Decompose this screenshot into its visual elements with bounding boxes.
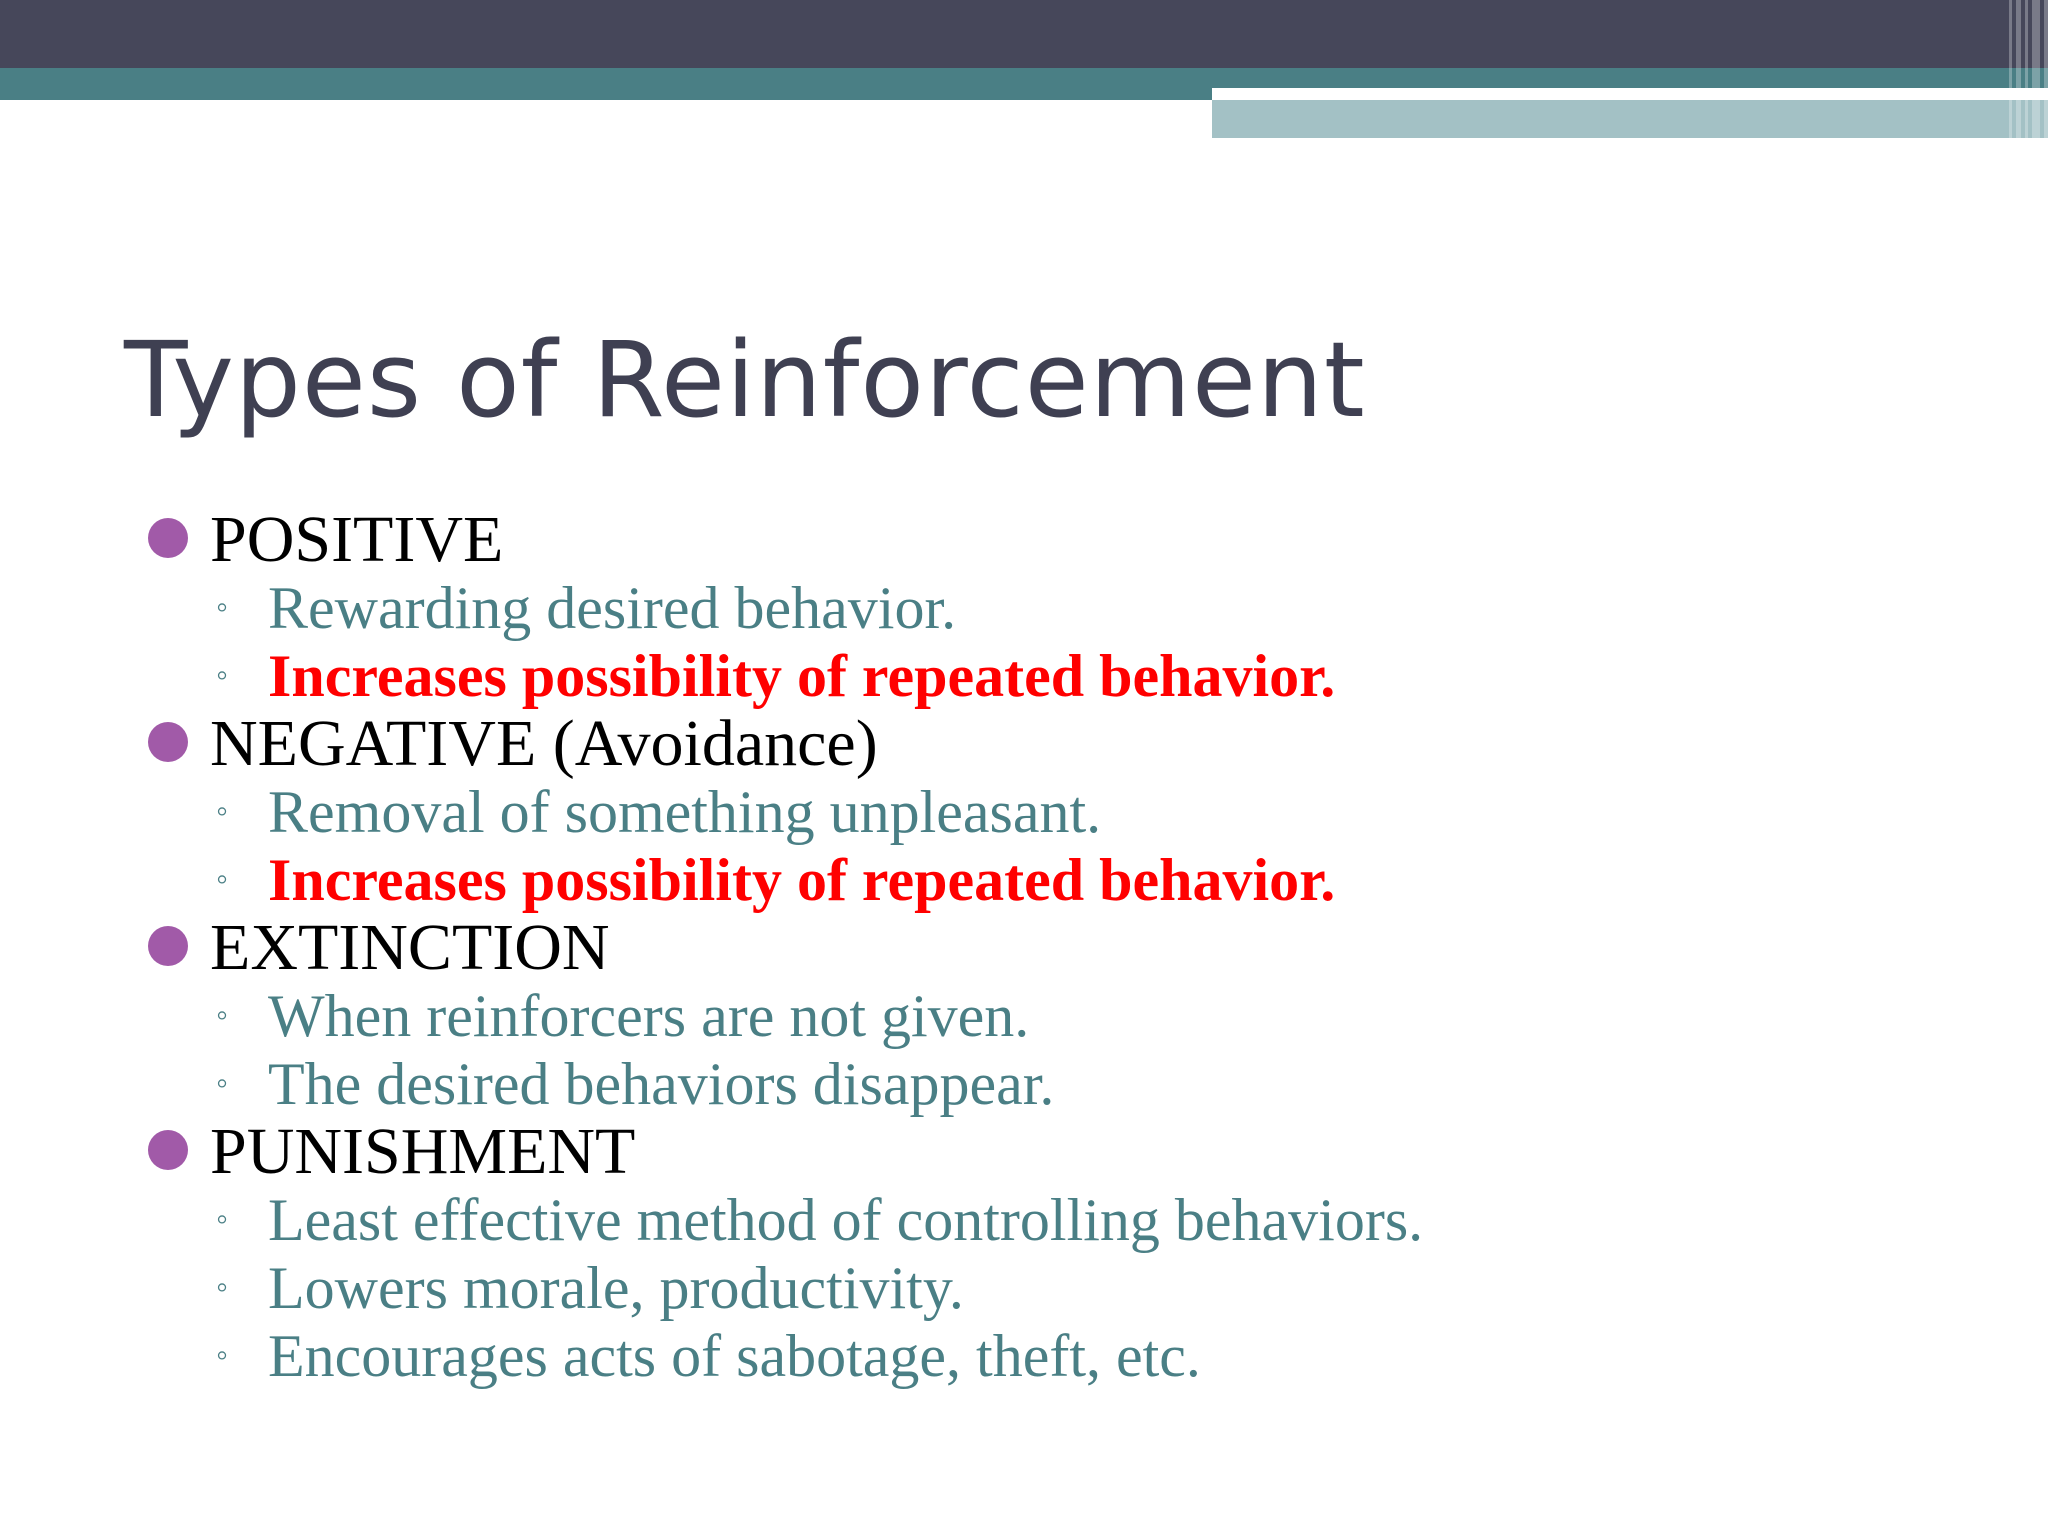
bullet-item — [148, 503, 2008, 576]
bullet-item-label: EXTINCTION — [210, 911, 610, 984]
sub-bullet-item — [148, 982, 2008, 1050]
bullet-item — [148, 911, 2008, 984]
bullet-circle-icon — [148, 1130, 188, 1170]
sub-bullet-item — [148, 1186, 2008, 1254]
sub-bullet-item — [148, 642, 2008, 710]
sub-bullet-circle-icon: ◦ — [216, 1201, 229, 1238]
sub-bullet-item — [148, 846, 2008, 914]
bullet-circle-icon — [148, 722, 188, 762]
sub-bullet-text: Lowers morale, productivity. — [268, 1255, 964, 1321]
bullet-item-label: NEGATIVE (Avoidance) — [210, 707, 878, 780]
sub-bullet-circle-icon: ◦ — [216, 1269, 229, 1306]
sub-bullet-circle-icon: ◦ — [216, 793, 229, 830]
sub-bullet-text: Least effective method of controlling behaviors. — [268, 1187, 1424, 1253]
bullet-item — [148, 707, 2008, 780]
bullet-list — [148, 503, 2008, 1390]
sub-bullet-circle-icon: ◦ — [216, 1065, 229, 1102]
sub-bullet-text: The desired behaviors disappear. — [268, 1051, 1055, 1117]
bullet-circle-icon — [148, 926, 188, 966]
header-edge-stripes — [1990, 0, 2048, 138]
bullet-circle-icon — [148, 518, 188, 558]
sub-bullet-item — [148, 574, 2008, 642]
header-band-teal — [0, 68, 2048, 88]
sub-bullet-text: When reinforcers are not given. — [268, 983, 1030, 1049]
sub-bullet-circle-icon: ◦ — [216, 589, 229, 626]
sub-bullet-circle-icon: ◦ — [216, 861, 229, 898]
header-band-dark — [0, 0, 2048, 68]
sub-bullet-emphasis-text: Increases possibility of repeated behavior. — [268, 643, 1336, 709]
sub-bullet-circle-icon: ◦ — [216, 997, 229, 1034]
sub-bullet-text: Removal of something unpleasant. — [268, 779, 1102, 845]
header-band-teal-thin — [0, 88, 1212, 100]
sub-bullet-item — [148, 1254, 2008, 1322]
bullet-item-label: POSITIVE — [210, 503, 504, 576]
header-band-light — [1212, 100, 2048, 138]
sub-bullet-item — [148, 1050, 2008, 1118]
sub-bullet-item — [148, 778, 2008, 846]
bullet-item — [148, 1115, 2008, 1188]
sub-bullet-emphasis-text: Increases possibility of repeated behavior. — [268, 847, 1336, 913]
slide-title: Types of Reinforcement — [124, 319, 1366, 441]
sub-bullet-circle-icon: ◦ — [216, 1337, 229, 1374]
sub-bullet-text: Encourages acts of sabotage, theft, etc. — [268, 1323, 1201, 1389]
sub-bullet-circle-icon: ◦ — [216, 657, 229, 694]
bullet-item-label: PUNISHMENT — [210, 1115, 636, 1188]
sub-bullet-item — [148, 1322, 2008, 1390]
sub-bullet-text: Rewarding desired behavior. — [268, 575, 957, 641]
